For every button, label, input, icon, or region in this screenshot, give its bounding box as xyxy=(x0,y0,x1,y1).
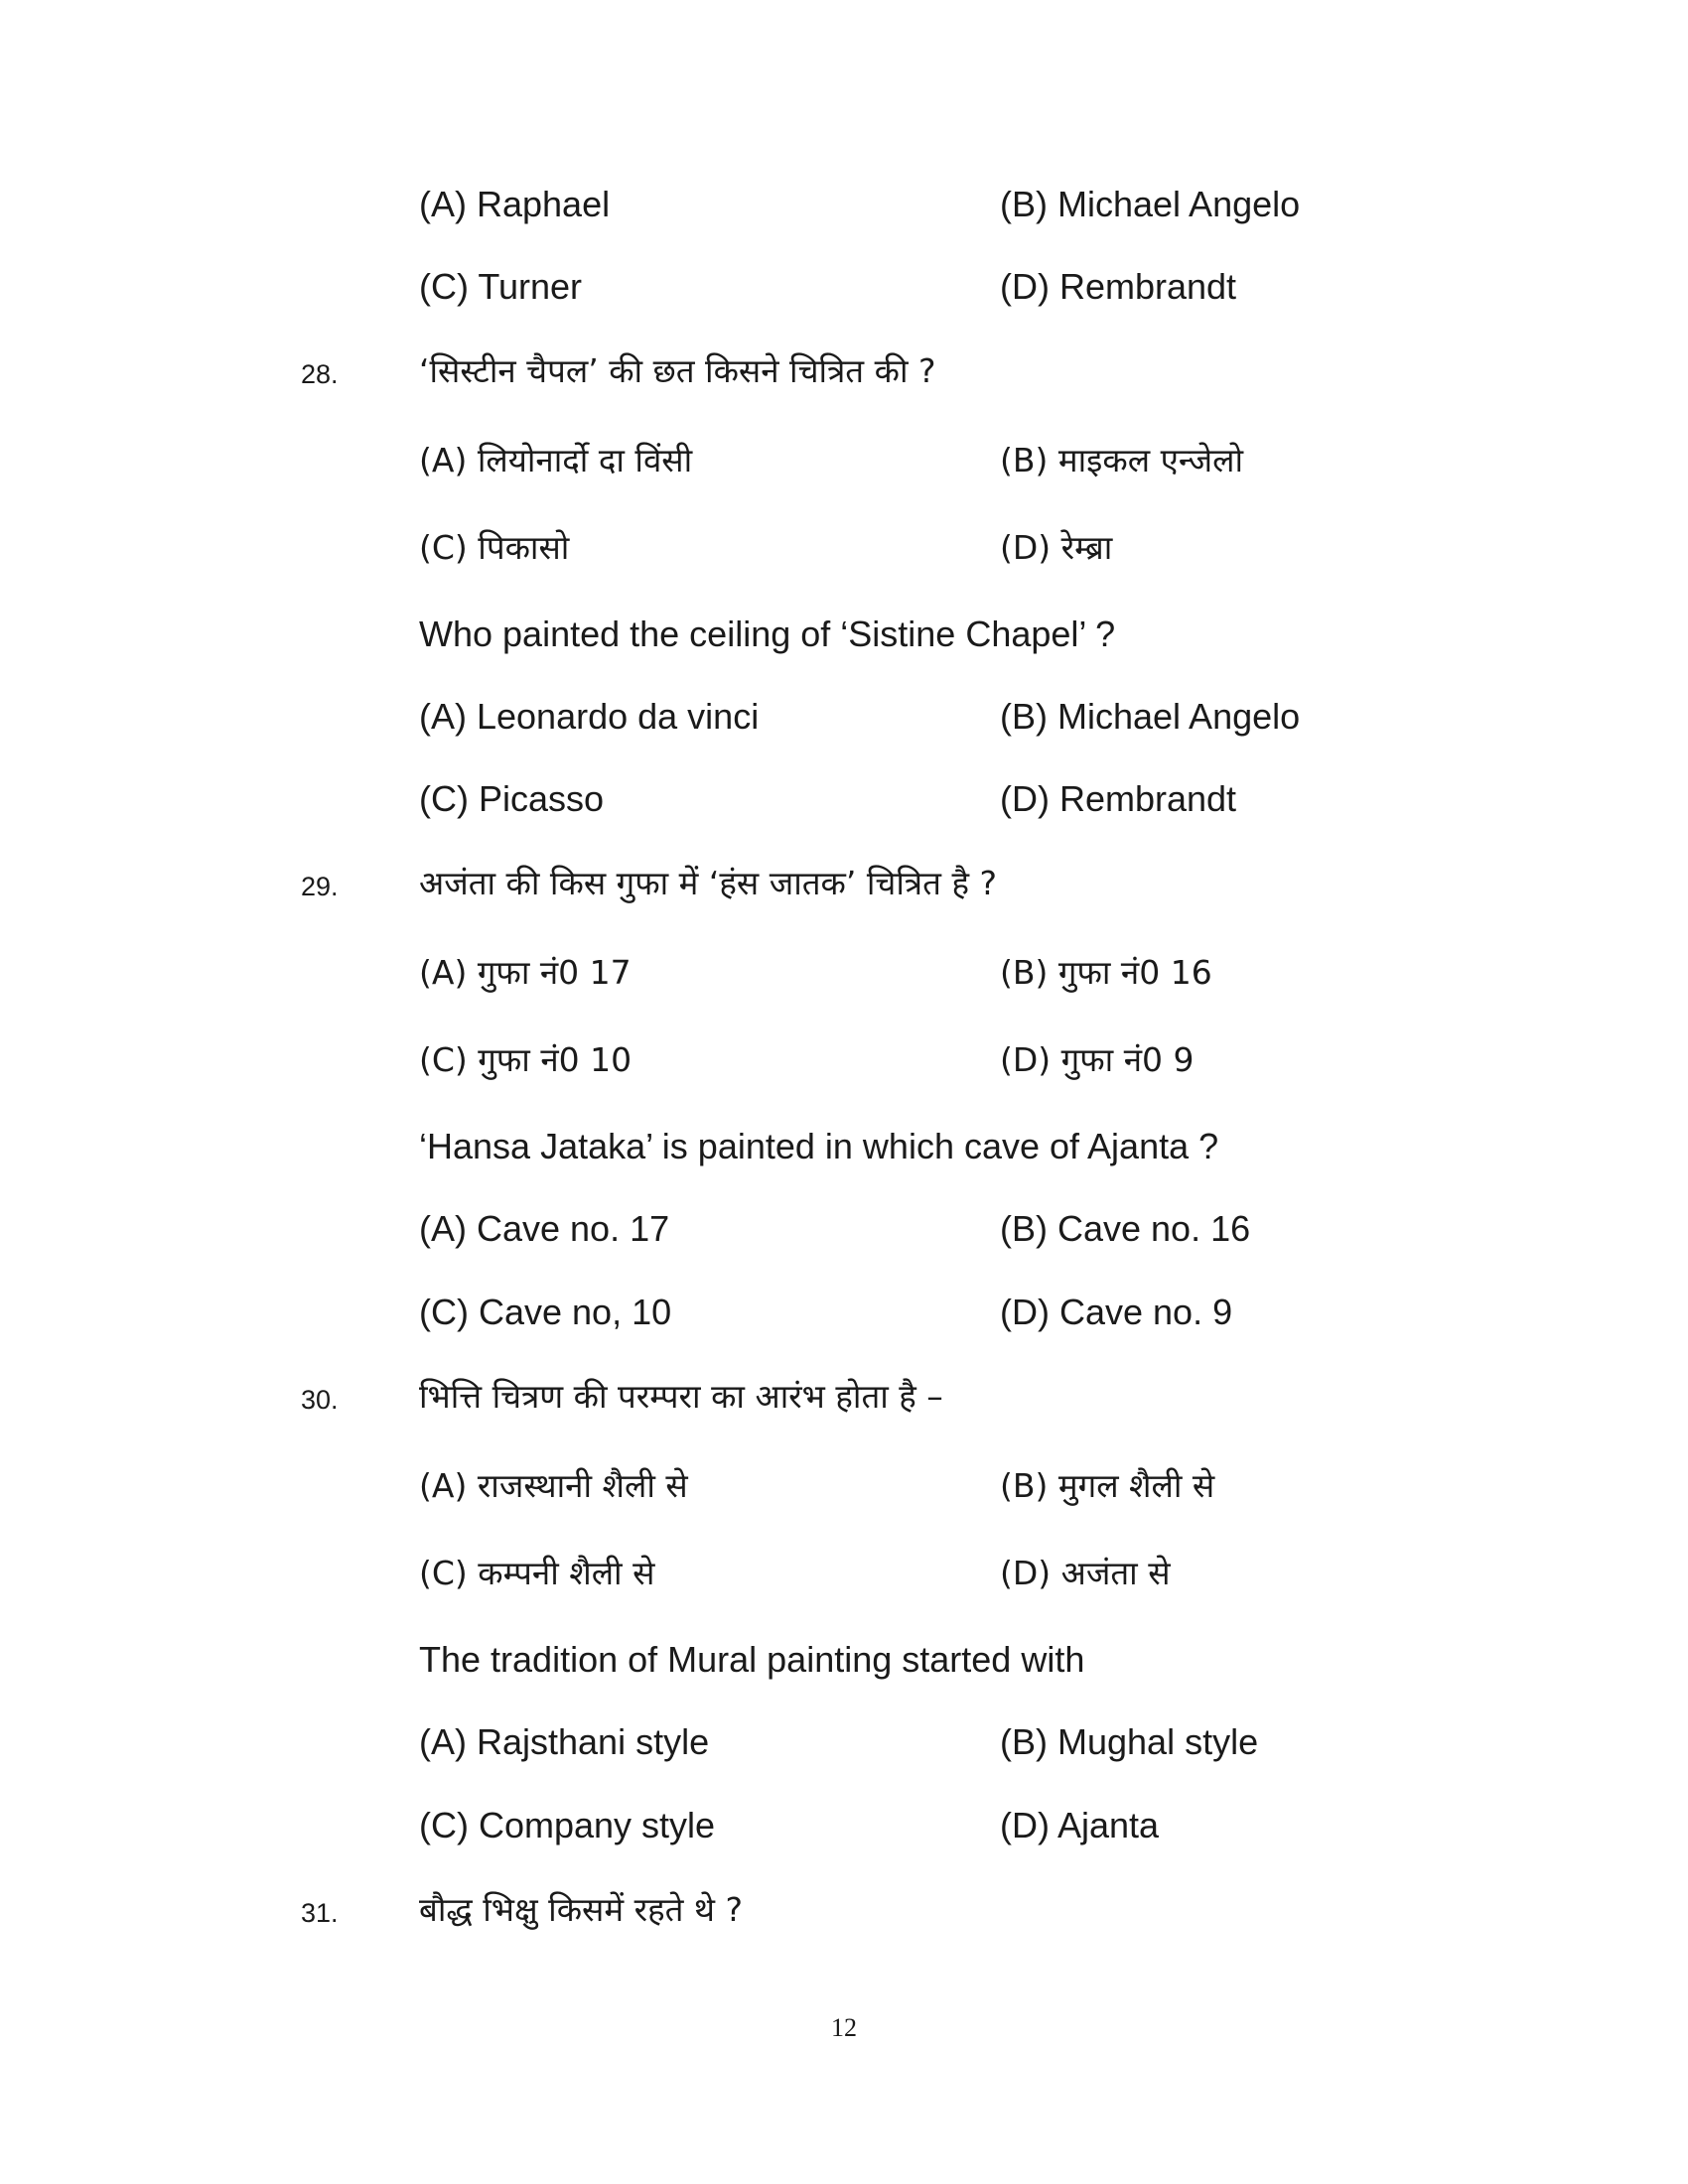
q28-english-question: Who painted the ceiling of ‘Sistine Chapel’ ? xyxy=(419,614,1116,654)
q29-number: 29. xyxy=(301,872,339,901)
q29-english-option-d: (D) Cave no. 9 xyxy=(1000,1292,1233,1332)
q28-english-option-c: (C) Picasso xyxy=(419,778,605,819)
q30-hindi-option-d: (D) अजंता से xyxy=(1000,1554,1171,1592)
q30-english-option-d: (D) Ajanta xyxy=(1000,1805,1160,1845)
q29-hindi-option-c: (C) गुफा नं0 10 xyxy=(419,1040,633,1079)
q30-hindi-option-c: (C) कम्पनी शैली से xyxy=(419,1554,655,1592)
q29-english-option-b: (B) Cave no. 16 xyxy=(1000,1208,1251,1249)
q30-hindi-option-a: (A) राजस्थानी शैली से xyxy=(419,1466,688,1505)
q27-option-d: (D) Rembrandt xyxy=(1000,266,1237,307)
q29-english-question: ‘Hansa Jataka’ is painted in which cave of Ajanta ? xyxy=(419,1126,1219,1166)
q31-number: 31. xyxy=(301,1898,339,1928)
q29-hindi-question: अजंता की किस गुफा में ‘हंस जातक’ चित्रित है ? xyxy=(419,864,997,902)
q28-hindi-option-d: (D) रेम्ब्रा xyxy=(1000,528,1113,567)
q31-hindi-question: बौद्ध भिक्षु किसमें रहते थे ? xyxy=(419,1890,743,1929)
q29-english-option-c: (C) Cave no, 10 xyxy=(419,1292,672,1332)
q28-hindi-question: ‘सिस्टीन चैपल’ की छत किसने चित्रित की ? xyxy=(419,351,936,390)
page-number: 12 xyxy=(831,2013,857,2042)
q29-hindi-option-a: (A) गुफा नं0 17 xyxy=(419,953,632,992)
q30-english-question: The tradition of Mural painting started with xyxy=(419,1639,1085,1680)
q30-hindi-question: भित्ति चित्रण की परम्परा का आरंभ होता है – xyxy=(419,1377,943,1416)
q30-english-option-c: (C) Company style xyxy=(419,1805,716,1845)
q28-hindi-option-b: (B) माइकल एन्जेलो xyxy=(1000,441,1244,479)
q29-english-option-a: (A) Cave no. 17 xyxy=(419,1208,670,1249)
q30-english-option-a: (A) Rajsthani style xyxy=(419,1721,710,1762)
q28-hindi-option-c: (C) पिकासो xyxy=(419,528,570,567)
q30-hindi-option-b: (B) मुगल शैली से xyxy=(1000,1466,1215,1505)
q29-hindi-option-d: (D) गुफा नं0 9 xyxy=(1000,1040,1195,1079)
q28-english-option-b: (B) Michael Angelo xyxy=(1000,696,1301,737)
q28-english-option-d: (D) Rembrandt xyxy=(1000,778,1237,819)
q28-english-option-a: (A) Leonardo da vinci xyxy=(419,696,760,737)
q27-option-a: (A) Raphael xyxy=(419,184,611,224)
q28-hindi-option-a: (A) लियोनार्दो दा विंसी xyxy=(419,441,693,479)
q28-number: 28. xyxy=(301,359,339,389)
q30-number: 30. xyxy=(301,1385,339,1415)
q30-english-option-b: (B) Mughal style xyxy=(1000,1721,1259,1762)
q27-option-b: (B) Michael Angelo xyxy=(1000,184,1301,224)
q29-hindi-option-b: (B) गुफा नं0 16 xyxy=(1000,953,1212,992)
q27-option-c: (C) Turner xyxy=(419,266,583,307)
